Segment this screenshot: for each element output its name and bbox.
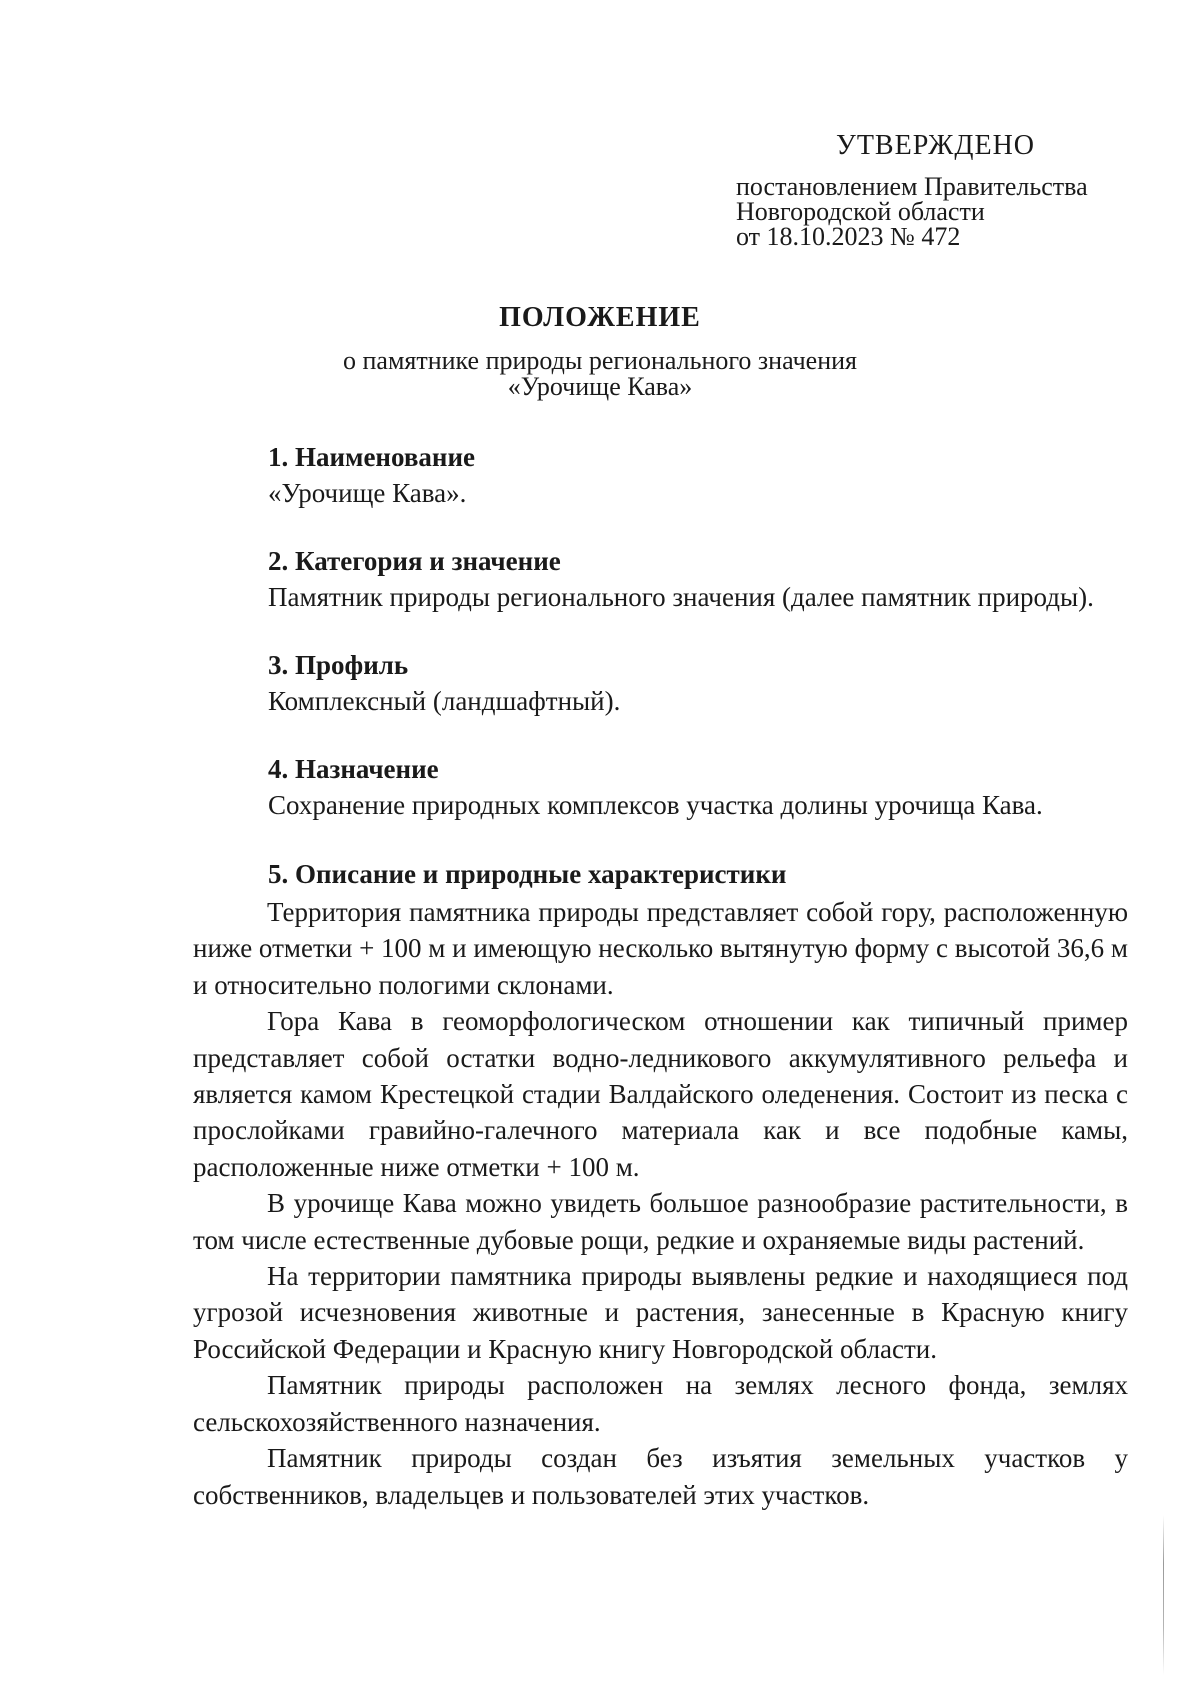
section-purpose: [268, 751, 1128, 823]
approval-block: [736, 128, 1156, 249]
description-paragraph: Территория памятника природы представляет собой гору, расположенную ниже отметки + 100 м и имеющую несколько вытянутую форму с высотой 36,6 м и относительно пологими склонами.: [193, 897, 1128, 1000]
section-heading: 1. Наименование: [268, 442, 475, 472]
section-heading: 3. Профиль: [268, 650, 409, 680]
description-paragraph: На территории памятника природы выявлены редкие и находящиеся под угрозой исчезновения животные и растения, занесенные в Красную книгу Российской Федерации и Красную книгу Новгородской области.: [193, 1261, 1128, 1364]
subtitle-line-1: о памятнике природы регионального значения: [342, 346, 857, 375]
approval-line-2: Новгородской области: [736, 197, 985, 226]
subtitle-line-2: «Урочище Кава»: [507, 372, 693, 401]
section-content: Сохранение природных комплексов участка долины урочища Кава.: [268, 790, 1043, 820]
section-content: «Урочище Кава».: [268, 478, 467, 508]
description-paragraph: В урочище Кава можно увидеть большое разнообразие растительности, в том числе естественные дубовые рощи, редкие и охраняемые виды растений.: [193, 1188, 1128, 1255]
approval-stamp: УТВЕРЖДЕНО: [836, 130, 1036, 161]
section-name: [268, 439, 1128, 511]
description-paragraph: Памятник природы расположен на землях лесного фонда, землях сельскохозяйственного назначения.: [193, 1370, 1128, 1437]
document-title: ПОЛОЖЕНИЕ: [499, 302, 701, 333]
description-paragraph: Гора Кава в геоморфологическом отношении как типичный пример представляет собой остатки водно-ледникового аккумулятивного рельефа и является камом Крестецкой стадии Валдайского оледенения. Состоит из песка с прослойками гравийно-галечного материала как и все подобные камы, расположенные ниже отметки + 100 м.: [193, 1006, 1128, 1182]
section-content: Памятник природы регионального значения (далее памятник природы).: [268, 582, 1094, 612]
approval-line-3: от 18.10.2023 № 472: [736, 222, 961, 251]
approval-line-1: постановлением Правительства: [736, 172, 1088, 201]
scan-edge-line: [1163, 1515, 1164, 1675]
description-body: [193, 894, 1128, 1513]
description-paragraph: Памятник природы создан без изъятия земельных участков у собственников, владельцев и пользователей этих участков.: [193, 1443, 1128, 1510]
section-heading: 5. Описание и природные характеристики: [268, 859, 787, 889]
section-heading: 4. Назначение: [268, 754, 439, 784]
section-heading: 2. Категория и значение: [268, 546, 561, 576]
section-category: [268, 543, 1128, 615]
section-profile: [268, 647, 1128, 719]
document-subtitle: [0, 348, 1200, 400]
section-description: [268, 856, 1128, 892]
section-content: Комплексный (ландшафтный).: [268, 686, 621, 716]
